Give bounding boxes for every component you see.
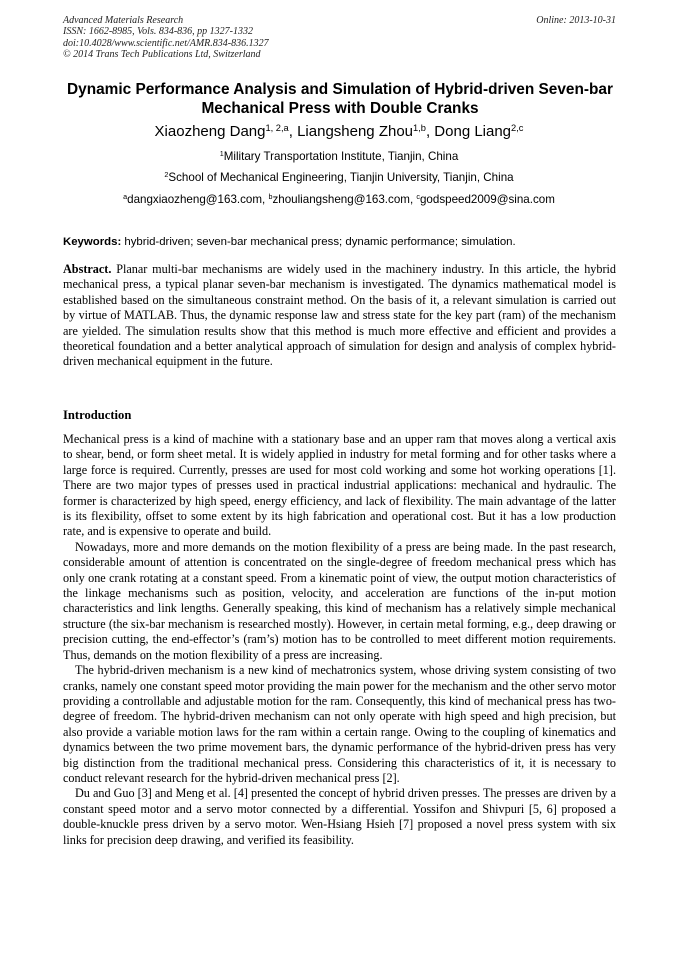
affiliation <box>40 150 638 164</box>
copyright-line: © 2014 Trans Tech Publications Ltd, Switzerland <box>63 49 261 61</box>
email-link[interactable]: dangxiaozheng@163.com <box>127 193 263 206</box>
email-link[interactable]: godspeed2009@sina.com <box>419 193 555 206</box>
author-affiliation-mark: 2,c <box>511 122 524 133</box>
email-list: $^a$dangxiaozheng@163.com, $^b$zhouliangsheng@163.com, $^c$godspeed2009@sina.com <box>123 192 555 206</box>
journal-name: Advanced Materials Research <box>63 15 184 26</box>
author-affiliation-mark: 1, 2,a <box>265 122 289 133</box>
affiliation-text: School of Mechanical Engineering, Tianjin University, Tianjin, China <box>168 171 514 184</box>
section-heading: Introduction <box>63 408 132 422</box>
email-link[interactable]: zhouliangsheng@163.com <box>272 193 410 206</box>
email-mark: c <box>416 192 420 202</box>
issn-line: ISSN: 1662-8985, Vols. 834-836, pp 1327-1332 <box>63 26 253 38</box>
author-name: Dong Liang <box>434 123 512 140</box>
abstract <box>63 262 616 370</box>
keywords <box>63 235 616 249</box>
keywords-text: hybrid-driven; seven-bar mechanical press; dynamic performance; simulation. <box>124 236 516 248</box>
paper-title: Dynamic Performance Analysis and Simulation of Hybrid-driven Seven-bar Mechanical Press with Double Cranks <box>67 81 613 117</box>
paragraph: Mechanical press is a kind of machine with a stationary base and an upper ram that moves along a vertical axis to shear, bend, or form sheet metal. It is widely applied in industry for metal forming and for other tasks where a large force is required. Currently, presses are used for most cold working and some hot working operations [1]. There are two major types of presses used in practical industrial applications: mechanical and hydraulic. The former is characterized by high speed, energy efficiency, and lack of flexibility. The main advantage of the latter is its flexibility, offset to some extent by its high fabrication and operational cost. But it has a low production rate, and is expensive to operate and build. <box>63 432 616 539</box>
affiliation-mark: 2 <box>164 170 169 180</box>
journal-header <box>63 15 616 61</box>
paragraph: Nowadays, more and more demands on the motion flexibility of a press are being made. In the past research, considerable amount of attention is concentrated on the single-degree of freedom mechanical press which has only one crank rotating at a constant speed. From a kinematic point of view, the output motion characteristics of the linkage mechanisms such as position, velocity, and acceleration are functions of the in-put motion characteristics and link lengths. Generally speaking, this kind of mechanism has a relatively simple mechanical structure (the six-bar mechanism is researched mostly). However, in certain metal forming, e.g., deep drawing or precision cutting, the end-effector’s (ram’s) motion has to be controlled to meet different motion requirements. Thus, demands on the motion flexibility of a press are increasing. <box>63 539 616 662</box>
affiliation-text: Military Transportation Institute, Tianjin, China <box>223 150 459 163</box>
paragraph: The hybrid-driven mechanism is a new kind of mechatronics system, whose driving system consisting of two cranks, namely one constant speed motor providing the main power for the mechanism and the other servo motor providing a controllable and adjustable motion for the ram. Consequently, this kind of mechanical press has two-degree of freedom. The hybrid-driven mechanism can not only operate with high speed and high precision, but also provide a variable motion laws for the ram within a certain range. Owing to the coupling of kinematics and dynamics between the two prime movement bars, the dynamic performance of the hybrid-driven press has very big distinction from the traditional mechanical press. Considering this characteristics of it, it is necessary to conduct relevant research for the hybrid-driven mechanical press [2]. <box>63 663 616 785</box>
abstract-text: Planar multi-bar mechanisms are widely used in the machinery industry. In this article, the hybrid mechanical press, a typical planar seven-bar mechanism is investigated. The dynamics mathematical model is established based on the simultaneous constraint method. On the basis of it, a relevant simulation is carried out by virtue of MATLAB. Thus, the dynamic response law and stress state for the key part (ram) of the mechanism are yielded. The simulation results show that this method is much more effective and efficient and provides a theoretical foundation and a better analytical approach of simulation for design and analysis of complex hybrid-driven mechanical equipment in the future. <box>63 262 617 369</box>
online-date: Online: 2013-10-31 <box>536 15 616 26</box>
paragraph: Du and Guo [3] and Meng et al. [4] presented the concept of hybrid driven presses. The presses are driven by a constant speed motor and a servo motor connected by a differential. Yossifon and Shivpuri [5, 6] proposed a double-knuckle press driven by a servo motor. Wen-Hsiang Hsieh [7] proposed a novel press system with six links for precision deep drawing, and verified its feasibility. <box>63 786 616 847</box>
affiliation <box>40 171 638 185</box>
author-name: Xiaozheng Dang <box>154 123 266 140</box>
author-name: Liangsheng Zhou <box>297 123 414 140</box>
email-mark: b <box>268 192 273 202</box>
keywords-label: Keywords: <box>63 236 122 248</box>
abstract-label: Abstract. <box>63 262 112 276</box>
author-affiliation-mark: 1,b <box>413 122 426 133</box>
affiliation-mark: 1 <box>219 149 224 159</box>
author-list: Xiaozheng Dang$^{1, 2,a}$, Liangsheng Zhou$^{1,b}$, Dong Liang$^{2,c}$ <box>154 122 524 140</box>
doi-line[interactable]: doi:10.4028/www.scientific.net/AMR.834-836.1327 <box>63 37 269 49</box>
introduction-body <box>63 432 616 848</box>
email-mark: a <box>123 192 128 202</box>
